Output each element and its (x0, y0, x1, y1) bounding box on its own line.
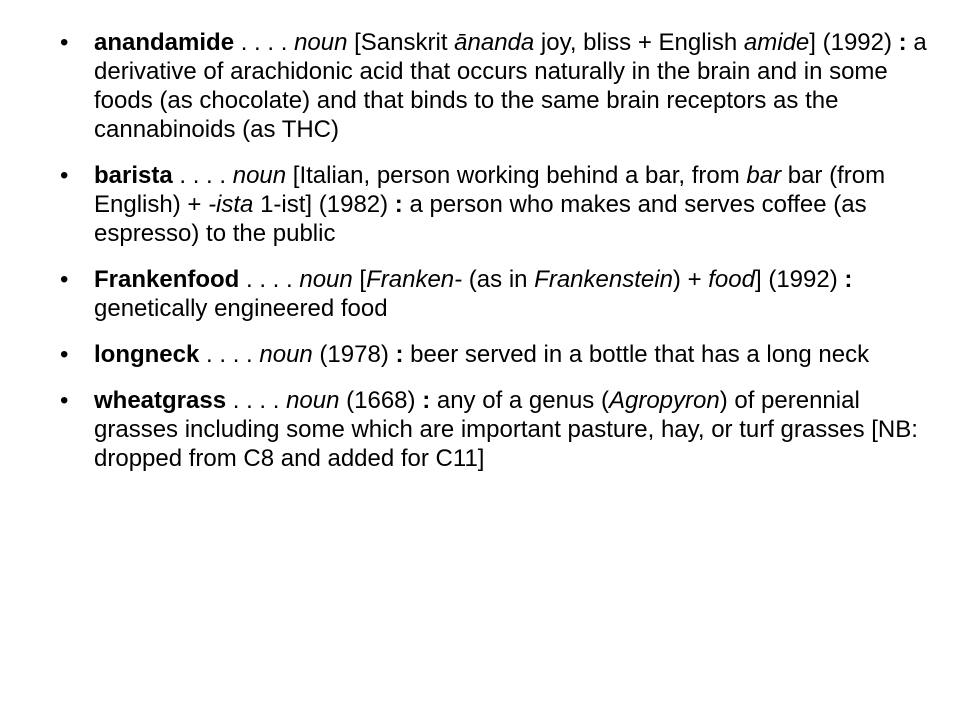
italic-text: noun (259, 341, 313, 368)
headword: longneck (94, 341, 200, 368)
italic-text: Frankenstein (534, 266, 673, 293)
entry-text: ] (1992) (754, 266, 845, 293)
entry-text: joy, bliss + English (534, 29, 744, 56)
entry-text: . . . . (226, 387, 287, 414)
list-item (58, 265, 938, 323)
entry-text: ) of perennial grasses including some which are important pasture, hay, or turf grasses [NB: dropped from C8 and added for C11] (94, 387, 918, 472)
definition-colon: : (395, 341, 404, 368)
italic-text: noun (299, 266, 353, 293)
italic-text: noun (232, 162, 287, 189)
italic-text: noun (294, 29, 348, 56)
entry-text: . . . . (234, 29, 295, 56)
entry-text: . . . . (172, 162, 233, 189)
entry-text: (1978) (312, 341, 396, 368)
entry-text: 1-ist] (1982) (253, 191, 395, 218)
list-item (58, 161, 938, 248)
entry-text: [ (352, 266, 367, 293)
definition-colon: : (844, 266, 853, 293)
italic-text: noun (286, 387, 340, 414)
entry-text: ] (1992) (809, 29, 899, 56)
headword: anandamide (94, 29, 235, 56)
italic-text: Franken- (366, 266, 463, 293)
list-item (58, 340, 938, 369)
entry-text: beer served in a bottle that has a long neck (403, 341, 870, 368)
italic-text: Agropyron (608, 387, 720, 414)
headword: Frankenfood (94, 266, 240, 293)
entry-text: [Sanskrit (347, 29, 455, 56)
entry-text: (as in (462, 266, 535, 293)
list-item (58, 386, 938, 473)
italic-text: -ista (208, 191, 254, 218)
entry-text: genetically engineered food (94, 295, 388, 322)
list-item (58, 28, 938, 144)
entry-text: bar (from English) + (94, 162, 886, 218)
entry-text: any of a genus ( (430, 387, 609, 414)
headword: barista (94, 162, 173, 189)
entry-text: a person who makes and serves coffee (as espresso) to the public (94, 191, 867, 247)
italic-text: amide (743, 29, 810, 56)
definition-colon: : (394, 191, 403, 218)
italic-text: food (708, 266, 755, 293)
entry-text: ) + (672, 266, 709, 293)
italic-text: bar (746, 162, 782, 189)
definition-colon: : (422, 387, 431, 414)
entry-text: . . . . (239, 266, 300, 293)
headword: wheatgrass (94, 387, 227, 414)
entry-text: [Italian, person working behind a bar, from (286, 162, 747, 189)
definition-colon: : (898, 29, 907, 56)
entry-text: a derivative of arachidonic acid that occurs naturally in the brain and in some foods (as chocolate) and that binds to the same brain receptors as the cannabinoids (as THC) (94, 29, 927, 143)
italic-text: ānanda (454, 29, 535, 56)
entry-text: (1668) (339, 387, 423, 414)
entry-list (58, 28, 938, 490)
entry-text: . . . . (199, 341, 260, 368)
